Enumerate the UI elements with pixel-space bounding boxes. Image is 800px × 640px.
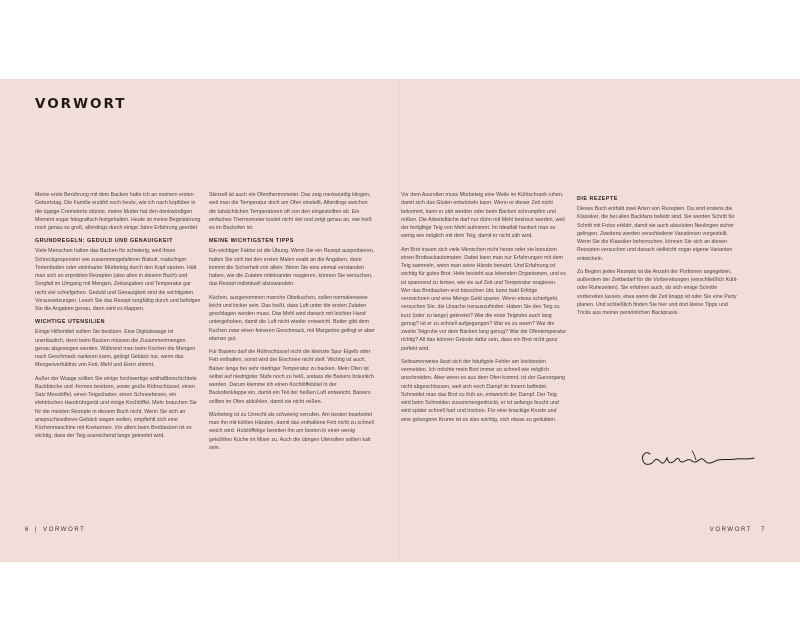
body-paragraph: Ein wichtiger Faktor ist die Übung. Wenn Sie ein Rezept ausprobieren, halten Sie sich bei den ersten Malen exakt an die Angaben, dann kommt die Sicherheit von allein. Wenn Sie eins einmal verstanden haben, wie die Zutaten miteinander reagieren, können Sie versuchen, das Rezept individuell abzuwandeln.: [209, 248, 375, 288]
running-header-right: VORWORT: [709, 527, 753, 533]
section-heading: MEINE WICHTIGSTEN TIPPS: [209, 238, 294, 245]
text-column-1: [35, 191, 201, 446]
section-heading: WICHTIGE UTENSILIEN: [35, 319, 105, 326]
book-spread: [0, 79, 800, 562]
footer-left: [25, 527, 90, 533]
section-heading: GRUNDREGELN: GEDULD UND GENAUIGKEIT: [35, 238, 173, 245]
body-paragraph: Für Basiers darf die Rührschüssel nicht die kleinste Spur Eigelb oder Fett enthalten, sonst wird der Eischnee nicht steif. Wichtig ist auch, Baiser lange bei sehr niedriger Temperatur zu backen. Mein Ofen ist selbst auf niedrigster Stufe noch zu heiß, sodass die Baisers bräunlich werden. Darum klemme ich einen Kochlöffelstiel in der Backofenklappe ein, damit ein Teil der heißen Luft entweicht. Baisers sollten im Ofen abkühlen, damit sie nicht reißen.: [209, 349, 374, 405]
body-paragraph: Einige Hilfsmittel sollten Sie besitzen. Eine Digitalwaage ist unerlässlich, denn beim Backen müssen die Zusammenmengen genau abgewogen werden. Während man beim Kochen die Mengen nach Geschmack variieren kann, gelingt Gebäck nur, wenn das Mengenverhältnis von Fett, Mehl und Eiern stimmt.: [35, 329, 196, 369]
body-paragraph: Skinzell ist auch ein Ofenthermometer. Das zeig merkwürdig klingen, weil man die Temperatur doch am Ofen einstellt. Allerdings weichen die tatsächlichen Temperaturen oft von den eingestellten ab. Ein einfaches Thermometer kostet nicht viel und zeigt genau an, wie heiß es im Backofen ist.: [209, 192, 372, 231]
body-paragraph: Küchen, ausgenommen manche Obstkuchen, sollen normalerweise leicht und locker sein. Das heißt, dass Luft unter die ersten Zutaten geschlagen werden muss. Das Mehl wird danach mit leichter Hand untergehoben, damit die Luft nicht wieder entweicht. Butter gibt dem Kuchen zwar einen feineren Geschmack, mit Margarine gelingt er aber ebenso gut.: [209, 294, 375, 342]
body-paragraph: Seltsamerweise lässt sich der häufigste Fehler am leichtesten vermeiden. Ich möchte mein Brot immer so schnell wie möglich anschneiden. Aber wenn es aus dem Ofen kommt, ist der Garvorgang nicht abgeschlossen, weil sich noch Dampf im Innern befindet. Schneidet man das Brot zu früh an, entweicht der Dampf. Der Teig wird beim Schneiden zusammengedrückt, er ist anfangs feucht und wird später schnell hart und trocken. Für eine knackige Kruste und eine gelungene Krume ist es also wichtig, sich etwas zu gedulden.: [401, 358, 565, 423]
body-paragraph: Zu Beginn jedes Rezepts ist die Anzahl der Portionen angegeben, außerdem der Zeitbedarf für die Vorbereitungen (einschließlich Kühl- oder Ruhezeiten). Sie erfahren auch, ob sich einige Schritte vorbereiten lassen, etwa wenn die Zeit knapp ist oder Sie eine Party planen. Und schließlich finden Sie hier und dort kleine Tipps und Tricks aus meiner persönlichen Backpraxis.: [577, 268, 739, 316]
text-column-2: [209, 191, 375, 457]
body-paragraph: Dieses Buch enthält zwei Arten von Rezepten. Da sind erstens die Klassiker, die bei allen Backfans beliebt sind. Sie werden Schritt für Schritt mit Fotos erklärt, damit sie auch absoluten Neulingen sicher gelingen. Zweitens werden verschiedene Variationen vorgestellt. Wenn Sie die Klassiker beherrschen, können Sie sich an diesen Rezepten versuchen und danach vielleicht sogar eigene Varianten entwickeln.: [577, 206, 735, 262]
page-title: VORWORT: [35, 96, 127, 112]
body-paragraph: Am Brot trauen sich viele Menschen nicht heran oder sie benutzen einen Brotbackautomaten. Dabei kann man nur Erfahrungen mit dem Teig sammeln, wenn man seine Hände benutzt. Und Erfahrung ist wichtig für gutes Brot. Hefe besteht aus lebenden Organismen, und es ist spannend zu lernen, wie sie auf Zeit und Temperatur reagieren. Wer das Brotbacken erst bissschen übt, kann bald Erfolge verzeichnen und eine Menge Geld sparen. Wenn etwas schiefgeht, versuchen Sie, die Ursache herauszufinden: Haben Sie den Teig zu kurz (oder zu lange) geknetet? War die erste Teigruhe auch lang genug? Ist er zu schnell aufgegangen? War es zu warm? War die zweite Teigruhe vor dem Backen lang genug? War die Ofentemperatur richtig? All das können Gründe dafür sein, dass ein Brot nicht ganz perfekt wird.: [401, 246, 567, 352]
running-header-left: VORWORT: [43, 527, 86, 533]
text-column-4: [577, 191, 743, 322]
page-number-right: 7: [761, 527, 766, 533]
section-heading: DIE REZEPTE: [577, 196, 618, 202]
body-paragraph: Viele Menschen halten das Backen für schwierig, weil ihnen Schreckgespenster wie zusammengefallener Biskuit, matschiger Tortenboden oder steinharter Mürbeteig durch den Kopf spuken. Hält man sich an erprobten Rezepten (also allen in diesem Buch) und Sorgfalt im Umgang mit Mengen, Zeitangaben und Temperatur gar nicht viel schiefgehen. Geduld und Genauigkeit sind die wichtigsten Voraussetzungen. Leseh Sie das Rezept sorgfältig durch und befolgen Sie die Angaben genau, dann wird es klappen.: [35, 248, 201, 312]
page-number-left: 6: [25, 527, 30, 533]
body-paragraph: Mürbeteig ist zu Unrecht als schwierig verrufen. Am besten bearbeitet man ihn mit kühlen Händen, damit das enthaltene Fett nicht zu schnell weich wird. Holzlöffelige bereiten ihn am besten in einer wenig gekühlten Küche im Mixer zu. Auch die übrigen Utensilien sollten kalt sein.: [209, 411, 374, 451]
body-paragraph: Meine erste Berührung mit dem Backen hatte ich an meinem ersten Geburtstag. Die Familie erzählt noch heute, wie ich nach kopfüber in die üppige Cremetorte stürzte, meine Mutter hat den denkwürdigen Moment sogar fotografisch festgehalten. Heute ist meine Begeisterung noch genau so groß, allerdings durch einige Jahre Erfahrung geerdet.: [35, 192, 201, 231]
text-column-3: [401, 191, 567, 429]
footer-separator: |: [34, 527, 39, 533]
body-paragraph: Vor dem Ausrollen muss Mürbeteig eine Weile im Kühlschrank ruhen, damit sich das Gluten entwickeln kann. Wenn er dieser Zeit nicht bekommt, kann er zäh werden oder beim Backen schrumpfen und reißen. Die Arbeitsfläche darf nur dünn mit Mehl bestreut werden, weil der fertigfiige Teig von Mehl aufnimmt. Im Idealfall hantiert man so wenig wie möglich mit dem Teig, damit er nicht zäh wird.: [401, 192, 565, 240]
handwritten-signature: [640, 445, 758, 469]
footer-right: [701, 527, 766, 533]
body-paragraph: Außer der Waage sollten Sie einige hochwertige antihaftbeschichtete Backbleche und -formen besitzen, sowie große Rührschüssel, einen Satz Messlöffel, einen Teigschaber, einen Schneebesen, ein elektrisches Handrührgerät und einige Kochlöffel. Mehr brauchen Sie für die meisten Rezepte in diesem Buch nicht. Wenn Sie sich an anspruchsvolleres Gebäck wagen wollen, empfiehlt sich eine Küchenmaschine mit Knetarmen. Vor allem beim Brotbacken ist es wichtig, dass der Teig ausreichend lange geknetet wird.: [35, 375, 197, 440]
